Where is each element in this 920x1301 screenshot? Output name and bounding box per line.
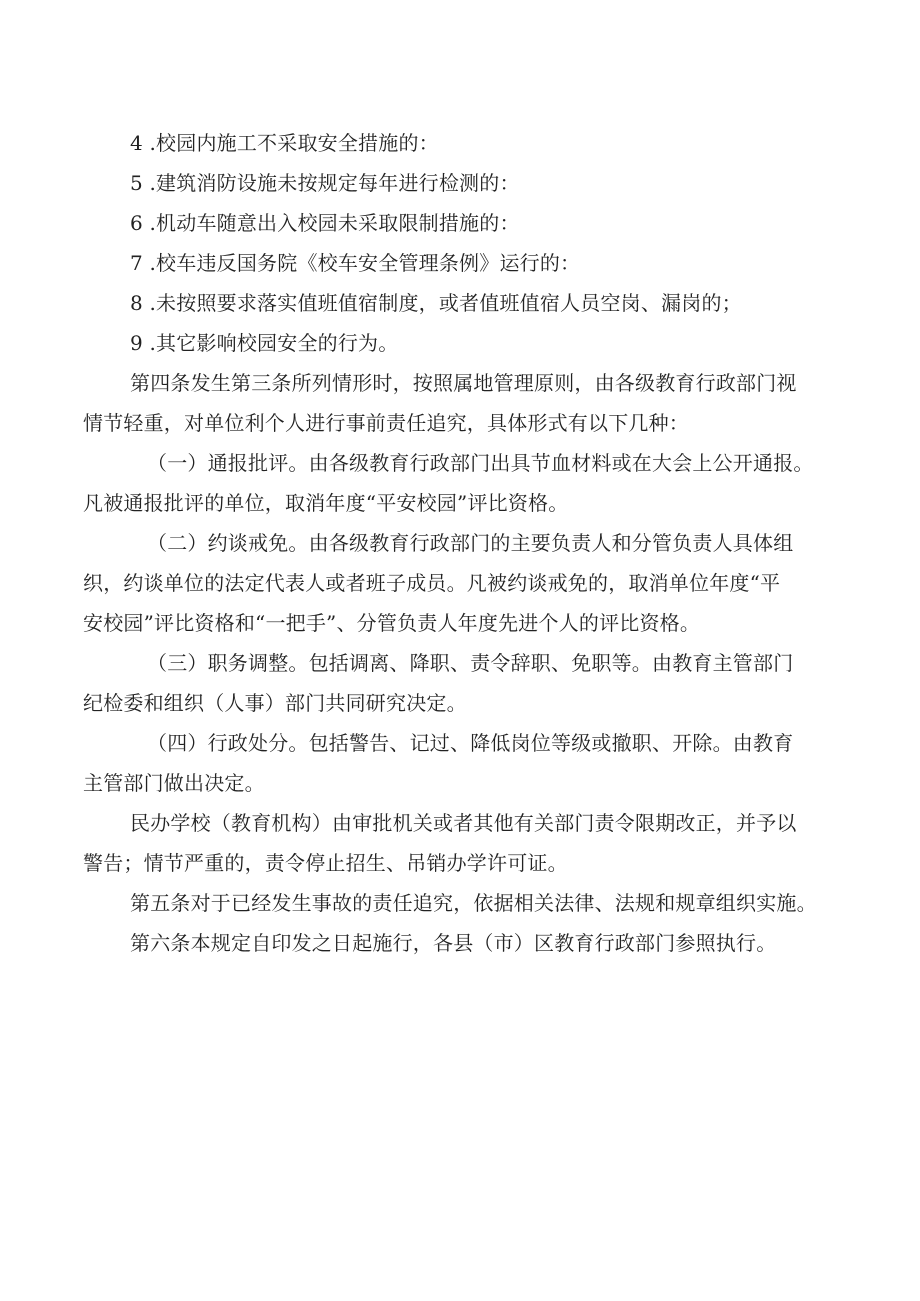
- form-4-line-1: （四）行政处分。包括警告、记过、降低岗位等级或撤职、开除。由教育: [147, 731, 794, 755]
- list-item-4: 4 .校园内施工不采取安全措施的：: [130, 131, 439, 155]
- article-4-line-1: 第四条发生第三条所列情形时，按照属地管理原则，由各级教育行政部门视: [130, 371, 797, 395]
- list-item-6: 6 .机动车随意出入校园未采取限制措施的：: [130, 211, 520, 235]
- article-4-line-2: 情节轻重，对单位利个人进行事前责任追究，具体形式有以下几种：: [83, 411, 689, 435]
- form-3-line-2: 纪检委和组织（人事）部门共同研究决定。: [83, 691, 467, 715]
- form-2-line-1: （二）约谈戒免。由各级教育行政部门的主要负责人和分管负责人具体组: [147, 531, 794, 555]
- form-3-line-1: （三）职务调整。包括调离、降职、责令辞职、免职等。由教育主管部门: [147, 651, 794, 675]
- list-item-5: 5 .建筑消防设施未按规定每年进行检测的：: [130, 171, 520, 195]
- form-1-line-2: 凡被通报批评的单位，取消年度“平安校园”评比资格。: [83, 491, 569, 515]
- private-school-line-2: 警告；情节严重的，责令停止招生、吊销办学许可证。: [83, 851, 568, 875]
- private-school-line-1: 民办学校（教育机构）由审批机关或者其他有关部门责令限期改正，并予以: [130, 811, 797, 835]
- list-item-9: 9 .其它影响校园安全的行为。: [130, 331, 399, 355]
- form-1-line-1: （一）通报批评。由各级教育行政部门出具节血材料或在大会上公开通报。: [147, 451, 814, 475]
- document-body: [83, 123, 843, 963]
- form-2-line-3: 安校园”评比资格和“一把手”、分管负责人年度先进个人的评比资格。: [83, 611, 701, 635]
- list-item-7: 7 .校车违反国务院《校车安全管理条例》运行的：: [130, 251, 581, 275]
- article-6: 第六条本规定自印发之日起施行，各县（市）区教育行政部门参照执行。: [130, 931, 777, 955]
- form-4-line-2: 主管部门做出决定。: [83, 771, 265, 795]
- list-item-8: 8 .未按照要求落实值班值宿制度，或者值班值宿人员空岗、漏岗的；: [130, 291, 742, 315]
- form-2-line-2: 织，约谈单位的法定代表人或者班子成员。凡被约谈戒免的，取消单位年度“平: [83, 571, 781, 595]
- article-5: 第五条对于已经发生事故的责任追究，依据相关法律、法规和规章组织实施。: [130, 891, 817, 915]
